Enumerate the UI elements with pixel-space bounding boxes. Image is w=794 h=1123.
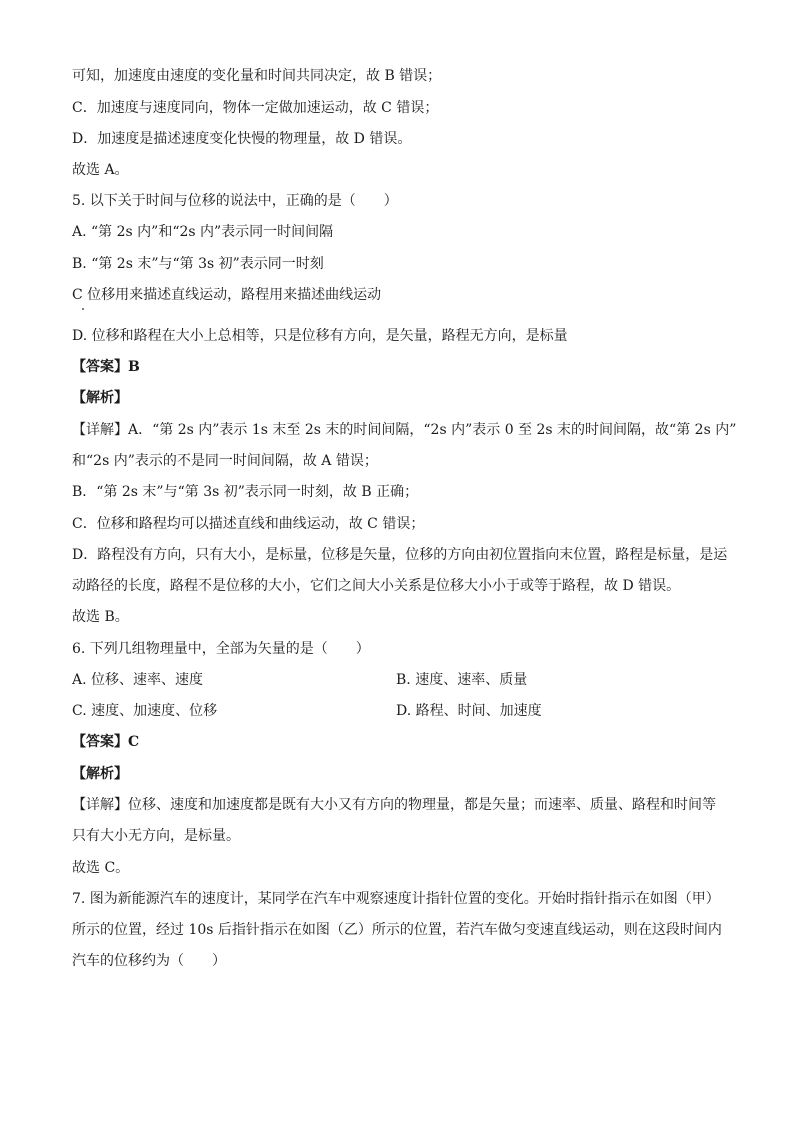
analysis-label: 【解析】 [72, 766, 128, 782]
question-6-option-a: A. 位移、速率、速度 [72, 672, 204, 688]
answer-label: 【答案】C [72, 734, 140, 750]
explanation-line: 只有大小无方向，是标量。 [72, 828, 240, 844]
text-line: 可知，加速度由速度的变化量和时间共同决定，故 B 错误； [72, 68, 442, 84]
question-5-stem: 5. 以下关于时间与位移的说法中，正确的是（ ） [72, 193, 398, 209]
question-5-option-c: C 位移用来描述直线运动，路程用来描述曲线运动 [72, 287, 382, 303]
text-line: 故选 A。 [72, 162, 129, 178]
question-7-stem: 7. 图为新能源汽车的速度计，某同学在汽车中观察速度计指针位置的变化。开始时指针指示在如图（甲） [72, 891, 720, 907]
question-5-option-d: D. 位移和路程在大小上总相等，只是位移有方向，是矢量，路程无方向，是标量 [72, 328, 568, 344]
question-6-stem: 6. 下列几组物理量中，全部为矢量的是（ ） [72, 641, 370, 657]
text-line: C．加速度与速度同向，物体一定做加速运动，故 C 错误； [72, 100, 439, 116]
question-5-option-a: A. “第 2s 内”和“2s 内”表示同一时间间隔 [72, 224, 334, 240]
explanation-line: 和“2s 内”表示的不是同一时间间隔，故 A 错误； [72, 453, 378, 469]
question-5-option-b: B. “第 2s 末”与“第 3s 初”表示同一时刻 [72, 256, 324, 272]
question-6-option-c: C. 速度、加速度、位移 [72, 703, 218, 719]
question-7-stem: 汽车的位移约为（ ） [72, 953, 226, 969]
explanation-line: B．“第 2s 末”与“第 3s 初”表示同一时刻，故 B 正确； [72, 484, 419, 500]
question-6-option-b: B. 速度、速率、质量 [396, 672, 528, 688]
conclusion-line: 故选 B。 [72, 609, 129, 625]
explanation-line: 【详解】A．“第 2s 内”表示 1s 末至 2s 末的时间间隔，“2s 内”表示 0 至 2s 末的时间间隔，故“第 2s 内” [72, 422, 737, 438]
analysis-label: 【解析】 [72, 390, 128, 406]
text-line: D．加速度是描述速度变化快慢的物理量，故 D 错误。 [72, 131, 412, 147]
explanation-line: D．路程没有方向，只有大小，是标量，位移是矢量，位移的方向由初位置指向末位置，路程是标量，是运 [72, 547, 728, 563]
explanation-line: C．位移和路程均可以描述直线和曲线运动，故 C 错误； [72, 516, 425, 532]
answer-label: 【答案】B [72, 359, 140, 375]
question-7-stem: 所示的位置，经过 10s 后指针指示在如图（乙）所示的位置，若汽车做匀变速直线运动，则在这段时间内 [72, 922, 722, 938]
question-6-option-d: D. 路程、时间、加速度 [396, 703, 542, 719]
stray-dot [82, 308, 84, 310]
explanation-line: 动路径的长度，路程不是位移的大小，它们之间大小关系是位移大小小于或等于路程，故 D 错误。 [72, 578, 681, 594]
explanation-line: 【详解】位移、速度和加速度都是既有大小又有方向的物理量，都是矢量；而速率、质量、路程和时间等 [72, 797, 716, 813]
conclusion-line: 故选 C。 [72, 860, 130, 876]
